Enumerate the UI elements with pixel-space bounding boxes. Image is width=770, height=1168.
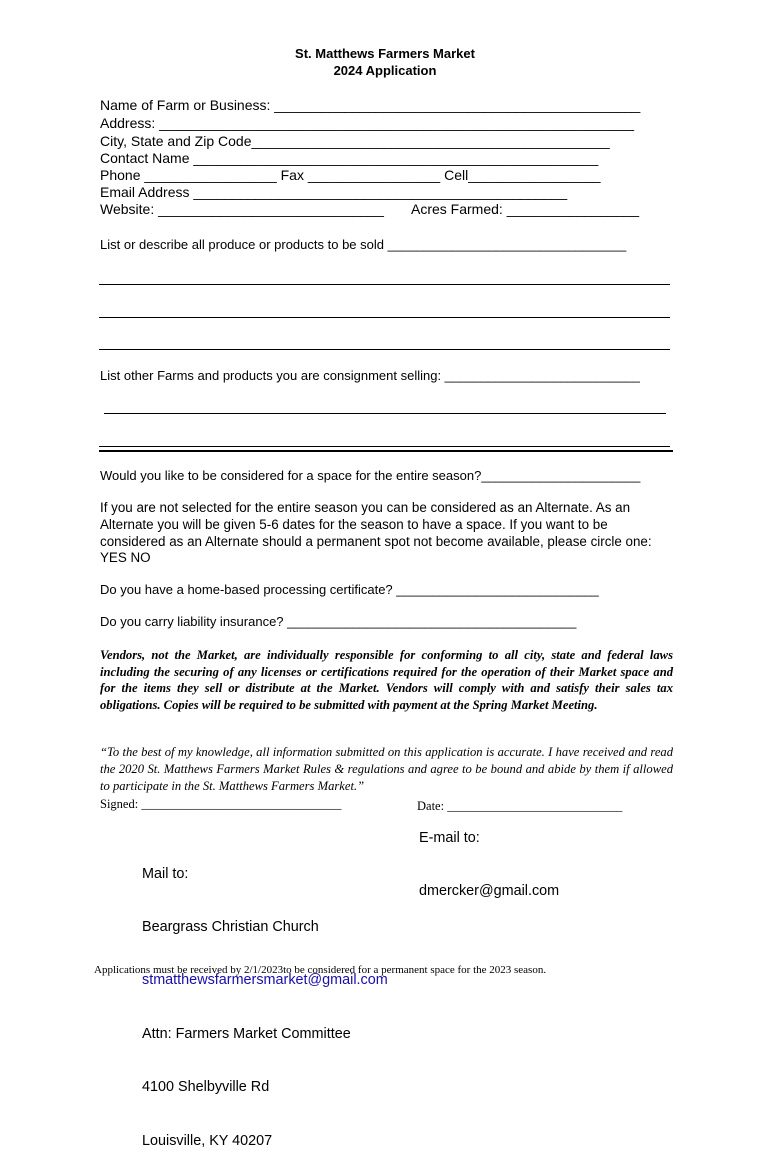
signature-field[interactable]: Signed: ________________________________: [100, 797, 342, 811]
certificate-question-field[interactable]: Do you have a home-based processing certificate? ____________________________: [100, 582, 599, 597]
contact-name-field[interactable]: Contact Name ____________________________________________________: [100, 150, 599, 166]
website-field[interactable]: Website: _____________________________: [100, 201, 384, 217]
form-title: St. Matthews Farmers Market: [295, 46, 475, 61]
mail-block: [142, 830, 388, 1168]
mail-to-label: Mail to:: [142, 865, 189, 882]
mail-address-line-3: Attn: Farmers Market Committee: [142, 1025, 351, 1042]
farm-name-field[interactable]: Name of Farm or Business: _______________________________________________: [100, 97, 641, 113]
produce-line-2[interactable]: [99, 317, 670, 318]
phone-fax-cell-field[interactable]: Phone _________________ Fax _________________ Cell_________________: [100, 167, 601, 183]
city-state-zip-field[interactable]: City, State and Zip Code______________________________________________: [100, 133, 610, 149]
form-subtitle: 2024 Application: [333, 63, 437, 78]
date-field[interactable]: Date: ____________________________: [417, 799, 623, 813]
produce-field[interactable]: List or describe all produce or products to be sold _________________________________: [100, 237, 627, 252]
vendor-notice: Vendors, not the Market, are individually responsible for conforming to all city, state and federal laws including the securing of any licenses or certifications required for the operation of their Market space and for the items they sell or distribute at the Market. Vendors will comply with and satisfy their sales tax obligations. Copies will be required to be submitted with payment at the Spring Market Meeting.: [100, 648, 673, 712]
acres-farmed-field[interactable]: Acres Farmed: _________________: [411, 201, 640, 217]
contact-email-address: dmercker@gmail.com: [419, 883, 560, 899]
mail-address-line-5: Louisville, KY 40207: [142, 1132, 273, 1149]
produce-line-3[interactable]: [99, 349, 670, 350]
email-field[interactable]: Email Address ________________________________________________: [100, 184, 568, 200]
produce-line-1[interactable]: [99, 284, 670, 285]
consignment-line-2[interactable]: [99, 446, 670, 447]
mail-address-line-1: Beargrass Christian Church: [142, 918, 319, 935]
consignment-field[interactable]: List other Farms and products you are consignment selling: ___________________________: [100, 368, 640, 383]
address-field[interactable]: Address: _____________________________________________________________: [100, 115, 635, 131]
season-question-field[interactable]: Would you like to be considered for a space for the entire season?______________________: [100, 468, 641, 483]
alternate-paragraph: If you are not selected for the entire season you can be considered as an Alternate. As an Alternate you will be given 5-6 dates for the season to have a space. If you want to be considered as an Alternate should a permanent spot not become available, please circle one: YES NO: [100, 500, 652, 566]
section-divider: [99, 450, 673, 452]
certification-statement: “To the best of my knowledge, all information submitted on this application is accurate. I have received and read the 2020 St. Matthews Farmers Market Rules & regulations and agree to be bound and abide by them if allowed to participate in the St. Matthews Farmers Market.”: [100, 745, 673, 793]
consignment-line-1[interactable]: [104, 413, 666, 414]
insurance-question-field[interactable]: Do you carry liability insurance? ________________________________________: [100, 614, 577, 629]
deadline-footer: Applications must be received by 2/1/2023to be considered for a permanent space for the 2023 season.: [94, 964, 547, 976]
email-to-label: E-mail to:: [419, 830, 480, 846]
market-email-link[interactable]: stmatthewsfarmersmarket@gmail.com: [142, 972, 388, 989]
mail-address-line-4: 4100 Shelbyville Rd: [142, 1079, 270, 1096]
